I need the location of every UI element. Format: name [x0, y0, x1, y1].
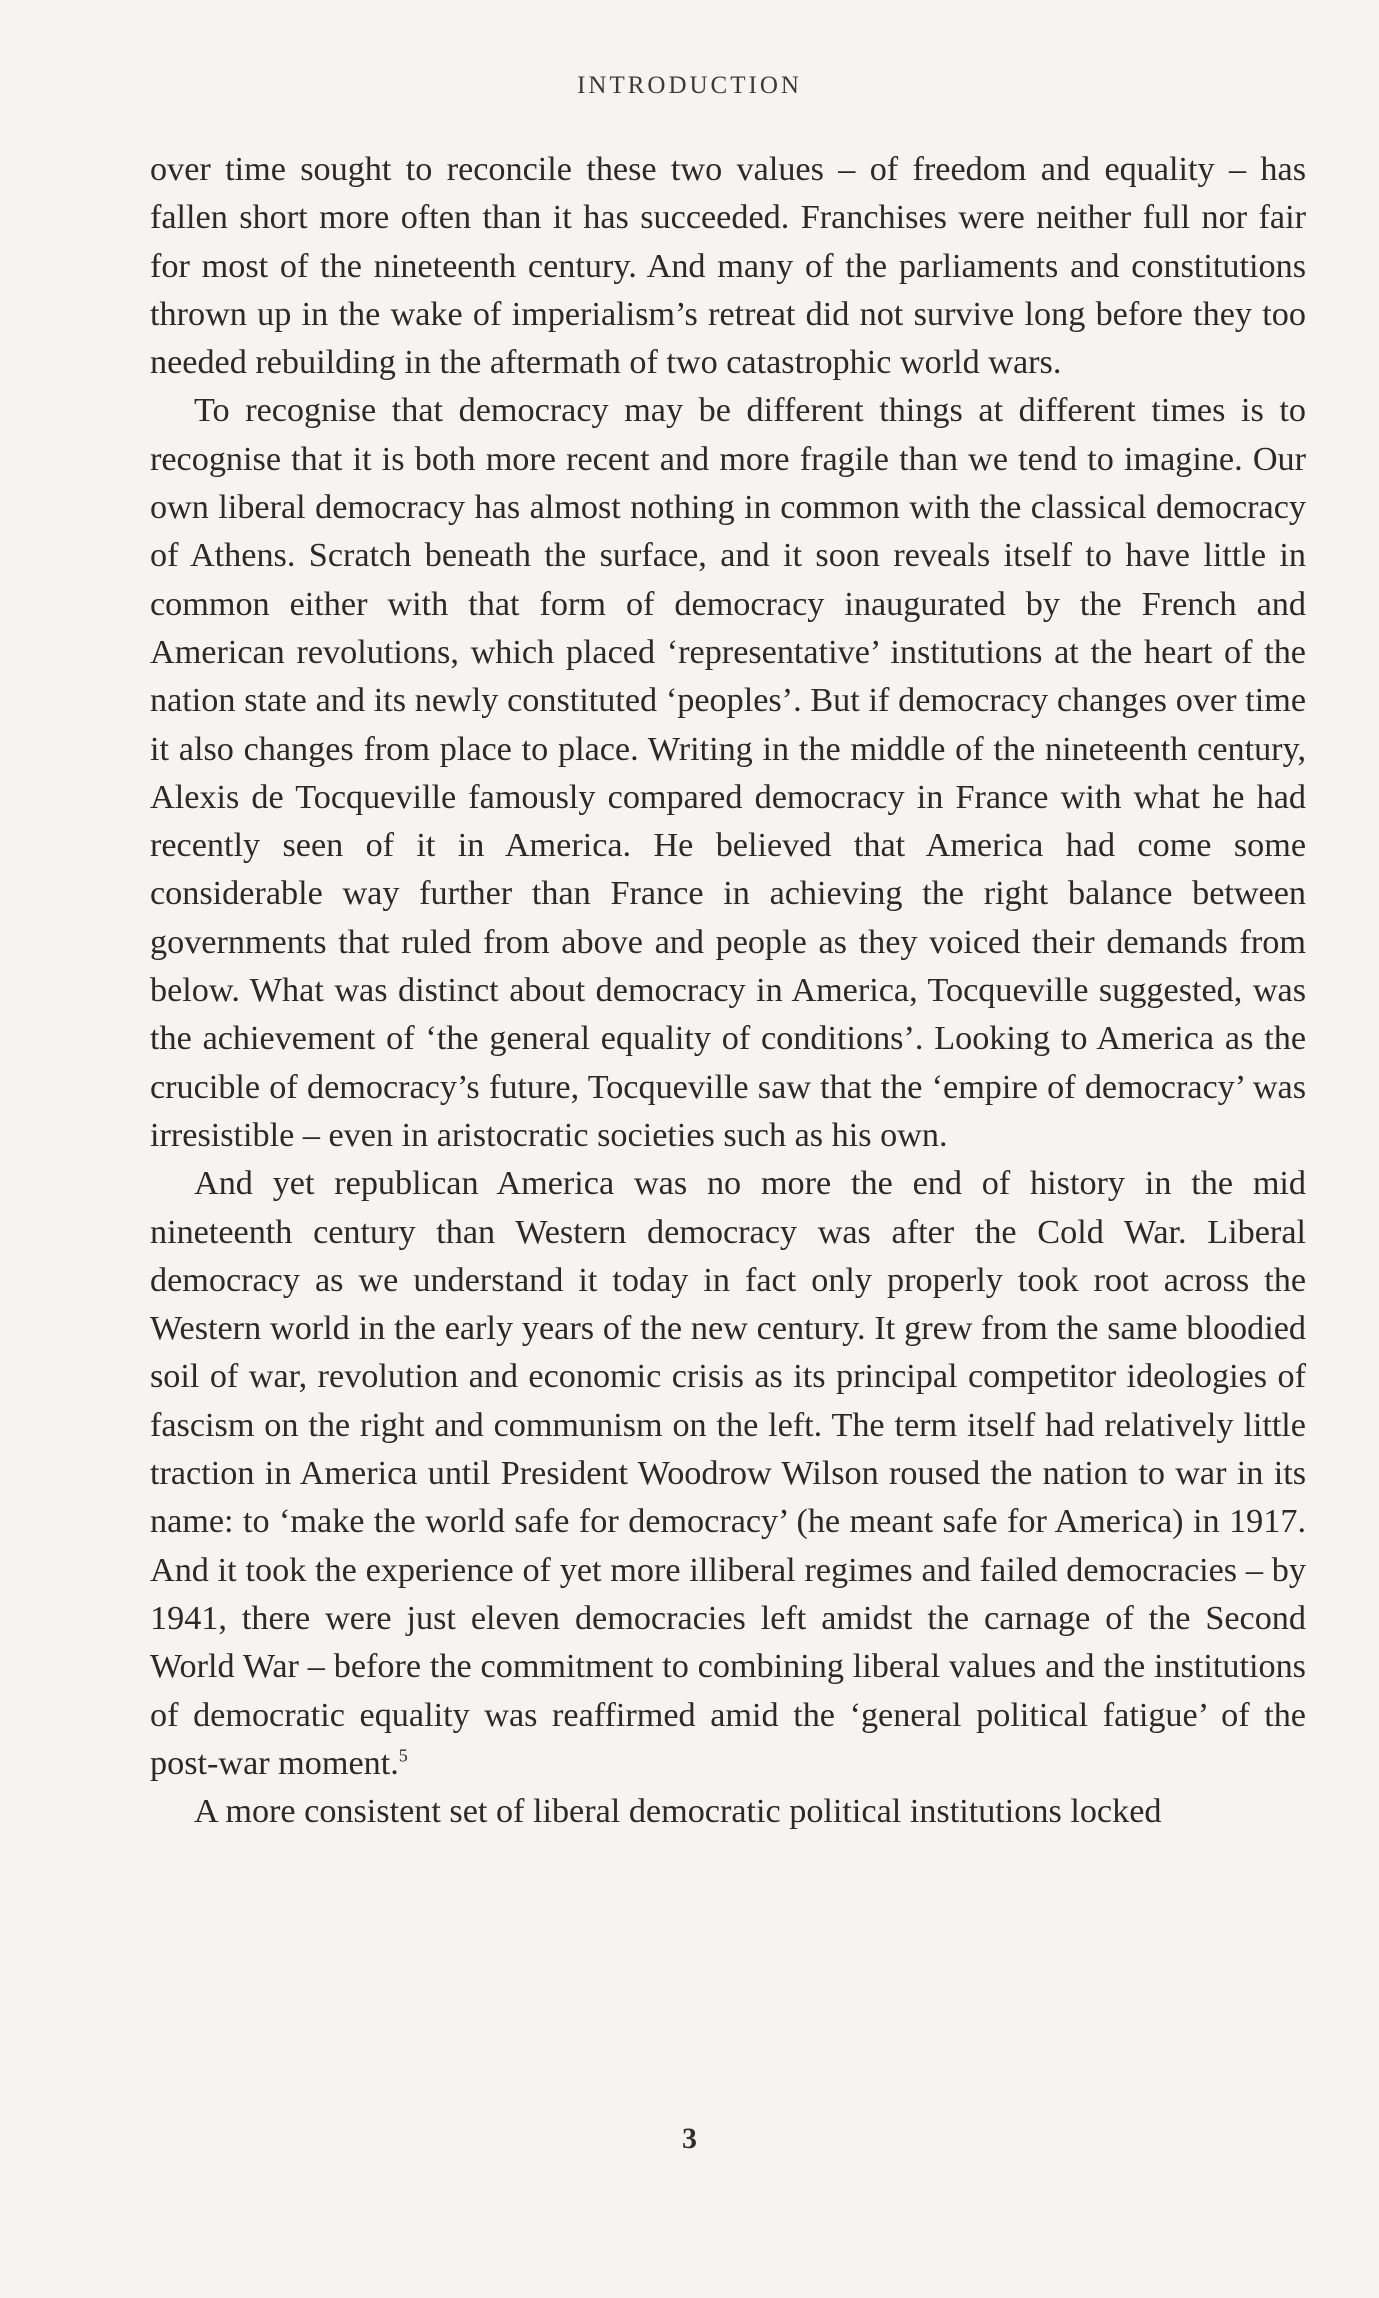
- running-head: INTRODUCTION: [577, 72, 802, 99]
- paragraph-republican-america-text: And yet republican America was no more the end of history in the mid nineteenth century than Western democracy was after the Cold War. Liberal democracy as we understand it today in fact only properly took root across the Western world in the early years of the new century. It grew from the same bloodied soil of war, revolution and economic crisis as its principal competitor ideologies of fascism on the right and communism on the left. The term itself had relatively little traction in America until President Woodrow Wilson roused the nation to war in its name: to ‘make the world safe for democracy’ (he meant safe for America) in 1917. And it took the experience of yet more illiberal regimes and failed democracies – by 1941, there were just eleven democracies left amidst the carnage of the Second World War – before the commitment to combining liberal values and the institutions of democratic equality was reaffirmed amid the ‘general political fatigue’ of the post-war moment.: [150, 1165, 1306, 1782]
- page-number: 3: [682, 2122, 697, 2155]
- paragraph-democracy-times: To recognise that democracy may be different things at different times is to recognise that it is both more recent and more fragile than we tend to imagine. Our own liberal democracy has almost nothing in common with the classical democracy of Athens. Scratch beneath the surface, and it soon reveals itself to have little in common either with that form of democracy inaugurated by the French and American revolutions, which placed ‘representative’ institutions at the heart of the nation state and its newly constituted ‘peoples’. But if democracy changes over time it also changes from place to place. Writing in the middle of the nineteenth century, Alexis de Tocqueville famously compared democracy in France with what he had recently seen of it in America. He believed that America had come some considerable way further than France in achieving the right balance between governments that ruled from above and people as they voiced their demands from below. What was distinct about democracy in America, Tocqueville suggested, was the achievement of ‘the general equality of conditions’. Looking to America as the crucible of democracy’s future, Tocqueville saw that the ‘empire of democracy’ was irresistible – even in aristocratic societies such as his own.: [150, 392, 1306, 1154]
- paragraph-republican-america: [150, 1160, 1306, 1788]
- paragraph-liberal-institutions: A more consistent set of liberal democratic political institutions locked: [194, 1793, 1162, 1831]
- body-text: [150, 146, 1306, 1836]
- paragraph-continued: over time sought to reconcile these two values – of freedom and equality – has fallen short more often than it has succeeded. Franchises were neither full nor fair for most of the nineteenth century. And many of the parliaments and constitutions thrown up in the wake of imperialism’s retreat did not survive long before they too needed rebuilding in the aftermath of two catastrophic world wars.: [150, 151, 1306, 382]
- footnote-marker: 5: [398, 1745, 408, 1766]
